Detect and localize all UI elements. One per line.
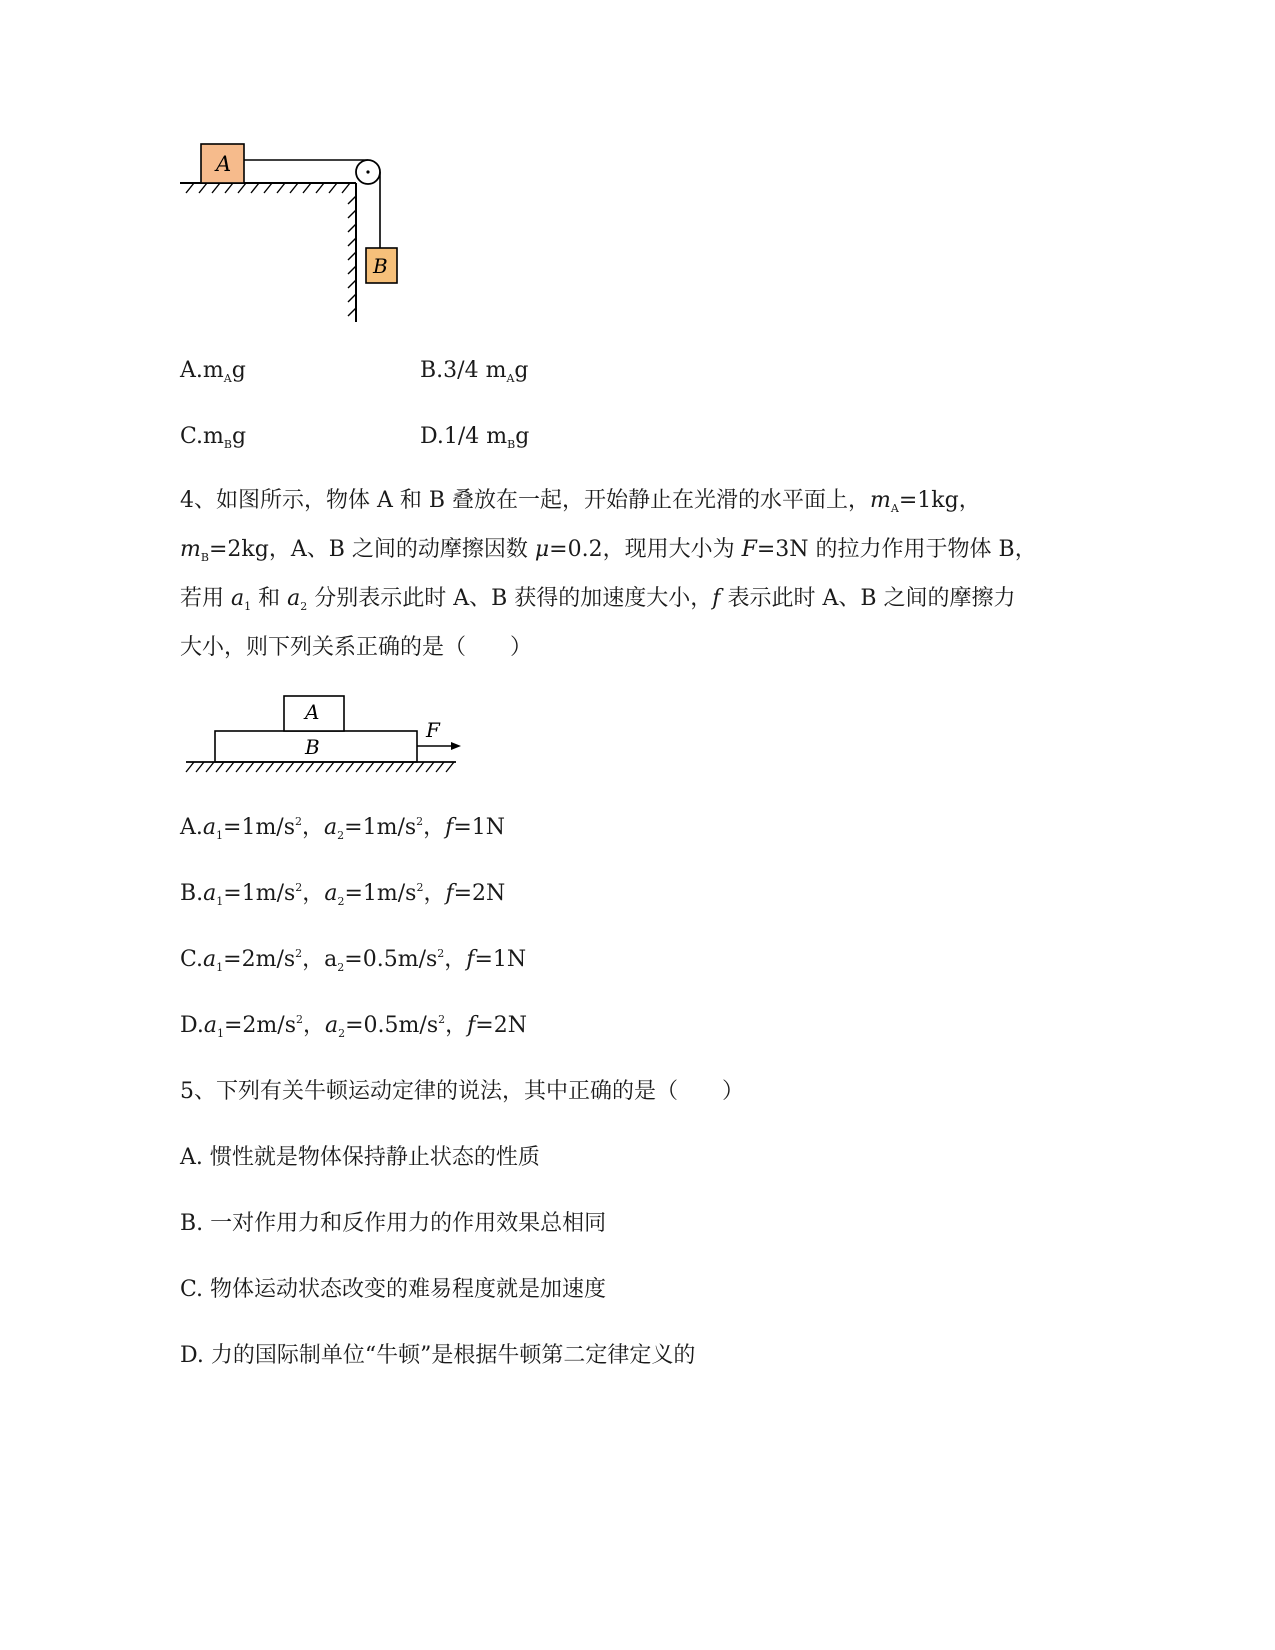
pulley-figure xyxy=(170,130,430,330)
q3-option-d: D.1/4 $m_Bg$ xyxy=(420,424,530,451)
q5-stem: 5、下列有关牛顿运动定律的说法，其中正确的是（ ） xyxy=(180,1079,744,1104)
q5-option-a: A. 惯性就是物体保持静止状态的性质 xyxy=(180,1145,540,1170)
block-b-label: B xyxy=(373,254,388,278)
force-label: F xyxy=(426,718,440,742)
block-a-label: A xyxy=(216,152,232,176)
q4-line-4: 大小，则下列关系正确的是（ ） xyxy=(180,635,533,660)
q5-option-b: B. 一对作用力和反作用力的作用效果总相同 xyxy=(180,1211,607,1236)
block-b-large-label: B xyxy=(305,735,320,759)
q4-line-1: 4、如图所示，物体 A 和 B 叠放在一起，开始静止在光滑的水平面上，$m_A=1kg$， xyxy=(180,488,981,515)
q4-option-d: $D.a_1=2m/s^2$，$a_2=0.5m/s^2$，f=2N xyxy=(180,1013,527,1040)
q4-option-b: $B.a_1=1m/s^2$，$a_2=1m/s^2$，f=2N xyxy=(180,881,506,908)
q3-option-c: $C.m_Bg$ xyxy=(180,424,247,451)
q3-option-a: $A.m_Ag$ xyxy=(180,358,246,385)
q4-line-2: $m_B=2kg$，A、B 之间的动摩擦因数 μ=0.2，现用大小为 F=3N 的拉力作用于物体 B， xyxy=(180,537,1037,564)
q5-option-d: D. 力的国际制单位“牛顿”是根据牛顿第二定律定义的 xyxy=(180,1343,696,1368)
stacked-blocks-figure xyxy=(180,688,470,780)
q4-stem xyxy=(180,478,1080,671)
force-arrow-icon xyxy=(451,742,461,750)
block-a-small-label: A xyxy=(305,700,320,724)
q4-option-c: $C.a_1=2m/s^2$，$a_2=0.5m/s^2$，f=1N xyxy=(180,947,527,974)
q4-line-3: 若用 $a_1$ 和 $a_2$ 分别表示此时 A、B 获得的加速度大小，f 表示此时 A、B 之间的摩擦力 xyxy=(180,586,1016,613)
q5-option-c: C. 物体运动状态改变的难易程度就是加速度 xyxy=(180,1277,607,1302)
q4-option-a: $A.a_1=1m/s^2$，$a_2=1m/s^2$，f=1N xyxy=(180,815,506,842)
q3-option-b: B.3/4 $m_Ag$ xyxy=(420,358,529,385)
